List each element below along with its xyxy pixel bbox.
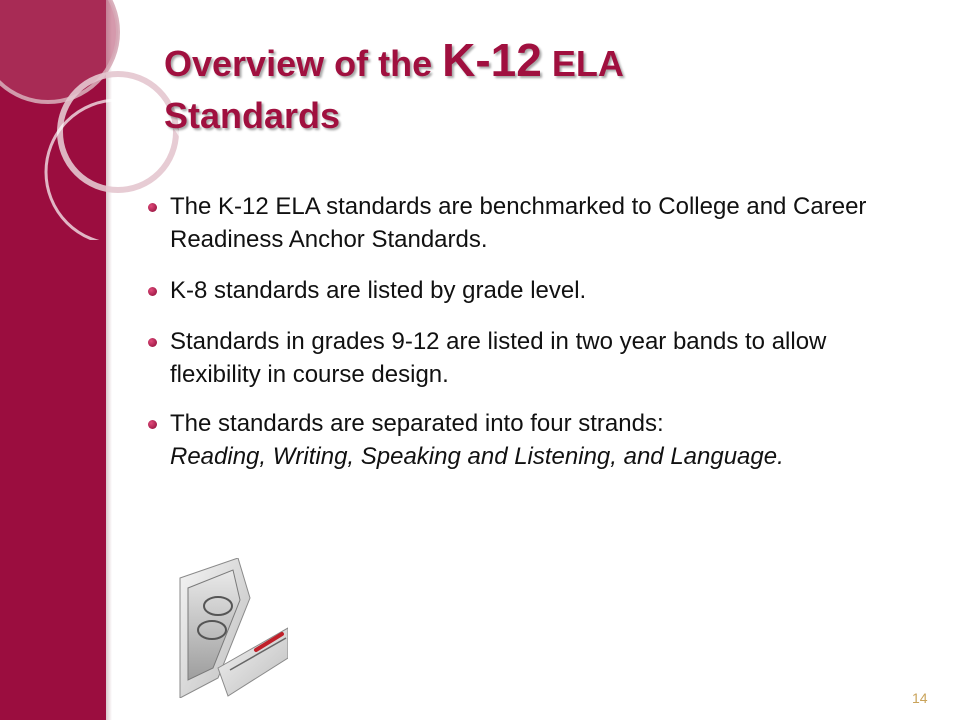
title-part2: K-12 <box>442 34 542 86</box>
title-part4: Standards <box>164 95 341 136</box>
binders-photo <box>178 558 288 698</box>
bullet-item-strands <box>170 407 910 473</box>
bullet-item: Standards in grades 9-12 are listed in two year bands to allow flexibility in course design. <box>170 325 910 391</box>
title-part3: ELA <box>541 43 624 84</box>
deco-circle-filled <box>0 0 118 102</box>
deco-circle-outline-medium <box>60 74 176 190</box>
page-number: 14 <box>912 690 928 706</box>
title-part1: Overview of the <box>164 43 443 84</box>
bullet-item: The K-12 ELA standards are benchmarked to College and Career Readiness Anchor Standards. <box>170 190 910 256</box>
bullet-list <box>170 190 910 491</box>
bullet-item: K-8 standards are listed by grade level. <box>170 274 910 307</box>
strands-lead: The standards are separated into four strands: <box>170 410 664 437</box>
slide-title <box>164 34 864 142</box>
strands-list: Reading, Writing, Speaking and Listening, and Language. <box>170 443 784 470</box>
